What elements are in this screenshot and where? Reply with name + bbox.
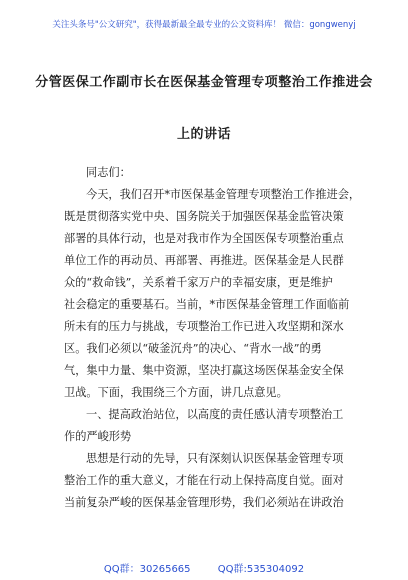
document-body xyxy=(64,162,361,514)
text-line: 卫战。下面，我围绕三个方面，讲几点意见。 xyxy=(64,386,288,399)
text-line: 社会稳定的重要基石。当前，*市医保基金管理工作面临前 xyxy=(64,298,350,311)
text-line: 今天，我们召开*市医保基金管理专项整治工作推进会， xyxy=(86,188,361,201)
promo-header: 关注头条号"公文研究"，获得最新最全最专业的公文资料库！ 微信：gongwenyj xyxy=(52,20,356,30)
qq-group-1: QQ群：30265665 xyxy=(103,564,191,575)
text-line: 气，集中力量、集中资源，坚决打赢这场医保基金安全保 xyxy=(64,364,344,377)
text-line: 单位工作的再动员、再部署、再推进。医保基金是人民群 xyxy=(64,254,344,267)
text-line: 思想是行动的先导，只有深刻认识医保基金管理专项 xyxy=(86,452,344,465)
document-title-line2: 上的讲话 xyxy=(176,127,231,142)
qq-group-2: QQ群:535304092 xyxy=(217,564,305,575)
text-line: 众的“救命钱”，关系着千家万户的幸福安康，更是维护 xyxy=(64,276,333,289)
text-line: 部署的具体行动，也是对我市作为全国医保专项整治重点 xyxy=(64,232,344,245)
text-line: 既是贯彻落实党中央、国务院关于加强医保基金监管决策 xyxy=(64,210,344,223)
text-line: 区。我们必须以“破釜沉舟”的决心、“背水一战”的勇 xyxy=(64,342,322,355)
document-title: 分管医保工作副市长在医保基金管理专项整治工作推进会 xyxy=(35,75,373,90)
section-heading: 一、提高政治站位，以高度的责任感认清专项整治工 xyxy=(86,408,344,421)
section-heading-cont: 作的严峻形势 xyxy=(64,430,132,443)
text-line: 整治工作的重大意义，才能在行动上保持高度自觉。面对 xyxy=(64,474,344,487)
salutation: 同志们： xyxy=(86,166,131,179)
text-line: 当前复杂严峻的医保基金管理形势，我们必须站在讲政治 xyxy=(64,496,344,509)
footer-contacts xyxy=(0,560,408,575)
text-line: 所未有的压力与挑战，专项整治工作已进入攻坚期和深水 xyxy=(64,320,344,333)
